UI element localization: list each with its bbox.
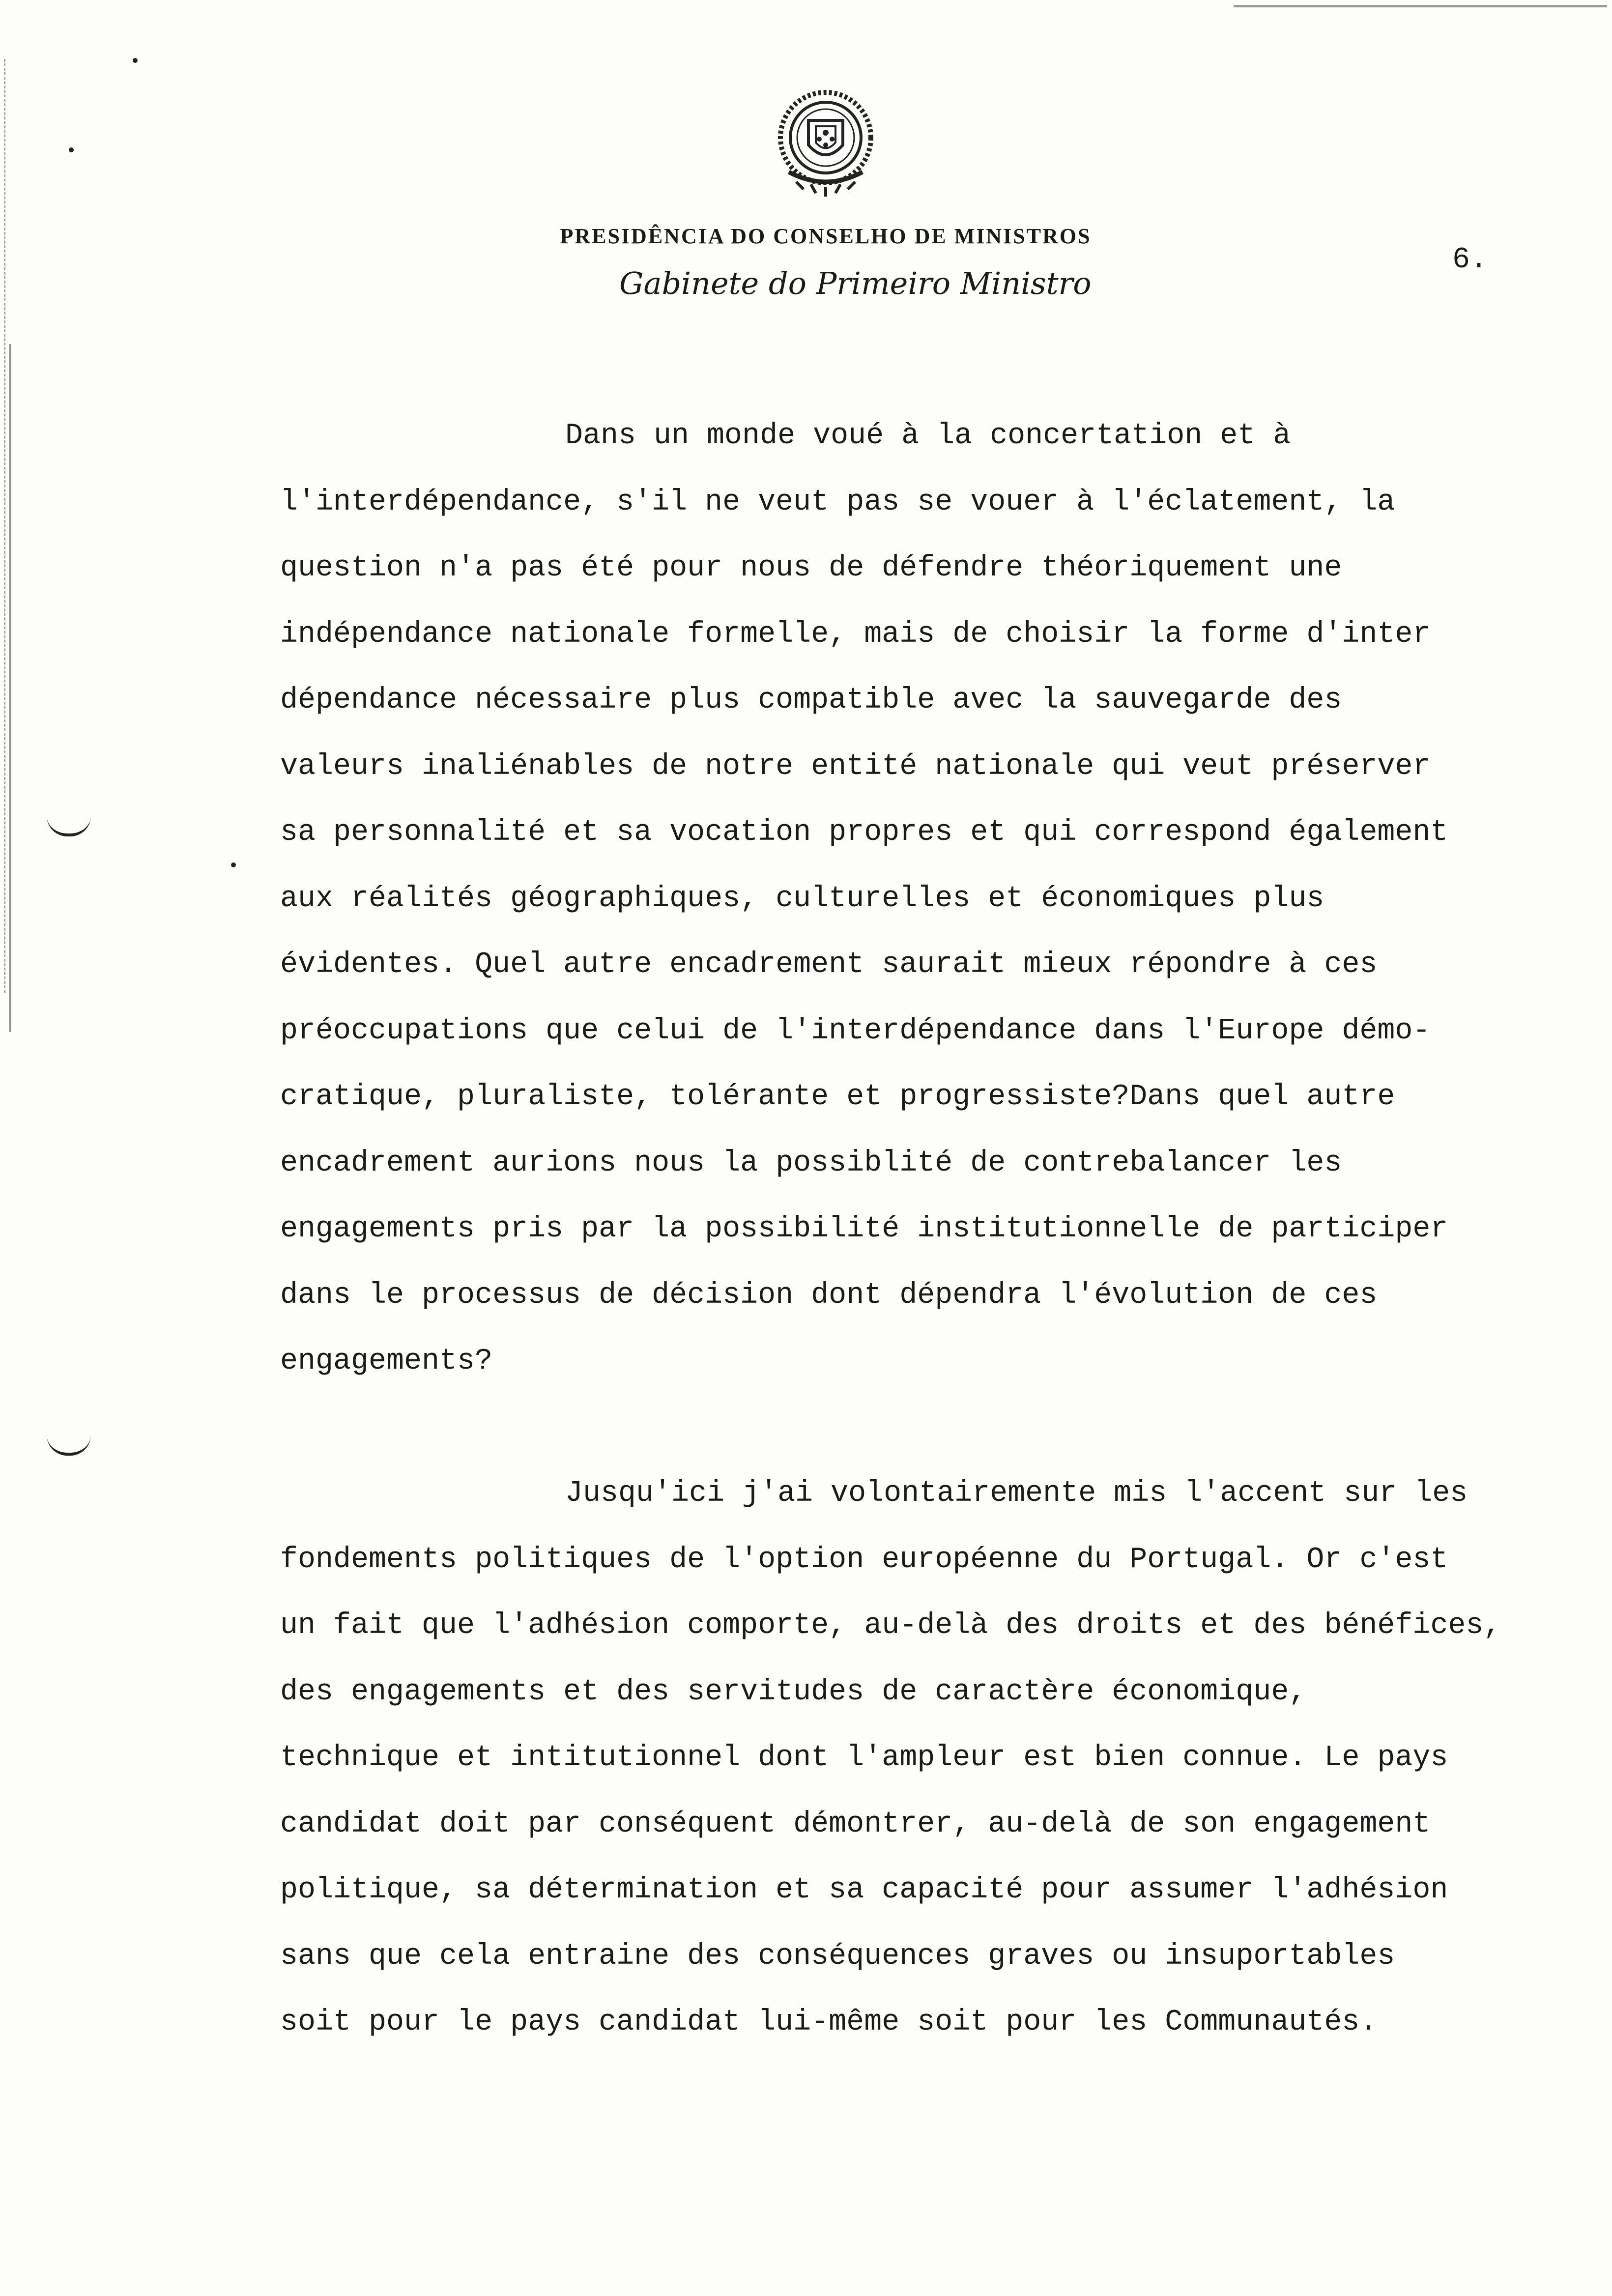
text-line: engagements? [280, 1345, 493, 1378]
text-line: engagements pris par la possibilité institutionnelle de participer [280, 1212, 1448, 1246]
text-line: fondements politiques de l'option européenne du Portugal. Or c'est [280, 1543, 1448, 1577]
text-line: technique et intitutionnel dont l'ampleur est bien connue. Le pays [280, 1741, 1448, 1775]
text-line: indépendance nationale formelle, mais de choisir la forme d'inter [280, 617, 1431, 651]
text-line: Dans un monde voué à la concertation et à [565, 419, 1291, 453]
text-line: valeurs inaliénables de notre entité nationale qui veut préserver [280, 749, 1431, 783]
paragraph [280, 403, 1597, 1395]
ink-speck [133, 58, 138, 63]
text-line: candidat doit par conséquent démontrer, au-delà de son engagement [280, 1807, 1431, 1841]
office-subtitle: Gabinete do Primeiro Ministro [619, 265, 1092, 301]
ink-speck [231, 862, 236, 867]
coat-of-arms-emblem [769, 86, 882, 204]
text-line: question n'a pas été pour nous de défendre théoriquement une [280, 551, 1342, 585]
text-line: un fait que l'adhésion comporte, au-delà des droits et des bénéfices, [280, 1609, 1501, 1642]
text-line: soit pour le pays candidat lui-même soit pour les Communautés. [280, 2006, 1378, 2039]
text-line: des engagements et des servitudes de caractère économique, [280, 1675, 1307, 1709]
text-line: l'interdépendance, s'il ne veut pas se vouer à l'éclatement, la [280, 485, 1395, 519]
text-line: préoccupations que celui de l'interdépendance dans l'Europe démo- [280, 1014, 1431, 1048]
punch-hole-mark [47, 816, 91, 836]
text-line: dans le processus de décision dont dépendra l'évolution de ces [280, 1278, 1378, 1312]
text-line: évidentes. Quel autre encadrement saurait mieux répondre à ces [280, 948, 1378, 981]
text-line: aux réalités géographiques, culturelles et économiques plus [280, 882, 1324, 916]
text-line: dépendance nécessaire plus compatible avec la sauvegarde des [280, 684, 1342, 717]
ink-speck [69, 147, 74, 152]
top-edge-rule [1234, 5, 1607, 7]
text-line: sans que cela entraine des conséquences graves ou insuportables [280, 1939, 1395, 1973]
punch-hole-mark [47, 1435, 91, 1456]
paragraph [280, 1461, 1597, 2056]
page-number: 6. [1452, 243, 1488, 277]
text-line: Jusqu'ici j'ai volontairemente mis l'accent sur les [565, 1477, 1468, 1510]
text-line: sa personnalité et sa vocation propres et qui correspond également [280, 816, 1448, 849]
text-line: politique, sa détermination et sa capacité pour assumer l'adhésion [280, 1873, 1448, 1907]
text-line: encadrement aurions nous la possiblité de contrebalancer les [280, 1146, 1342, 1180]
binder-edge-shadow [9, 344, 17, 1032]
ministry-title: PRESIDÊNCIA DO CONSELHO DE MINISTROS [560, 224, 1092, 248]
text-line: cratique, pluraliste, tolérante et progressiste?Dans quel autre [280, 1080, 1395, 1114]
